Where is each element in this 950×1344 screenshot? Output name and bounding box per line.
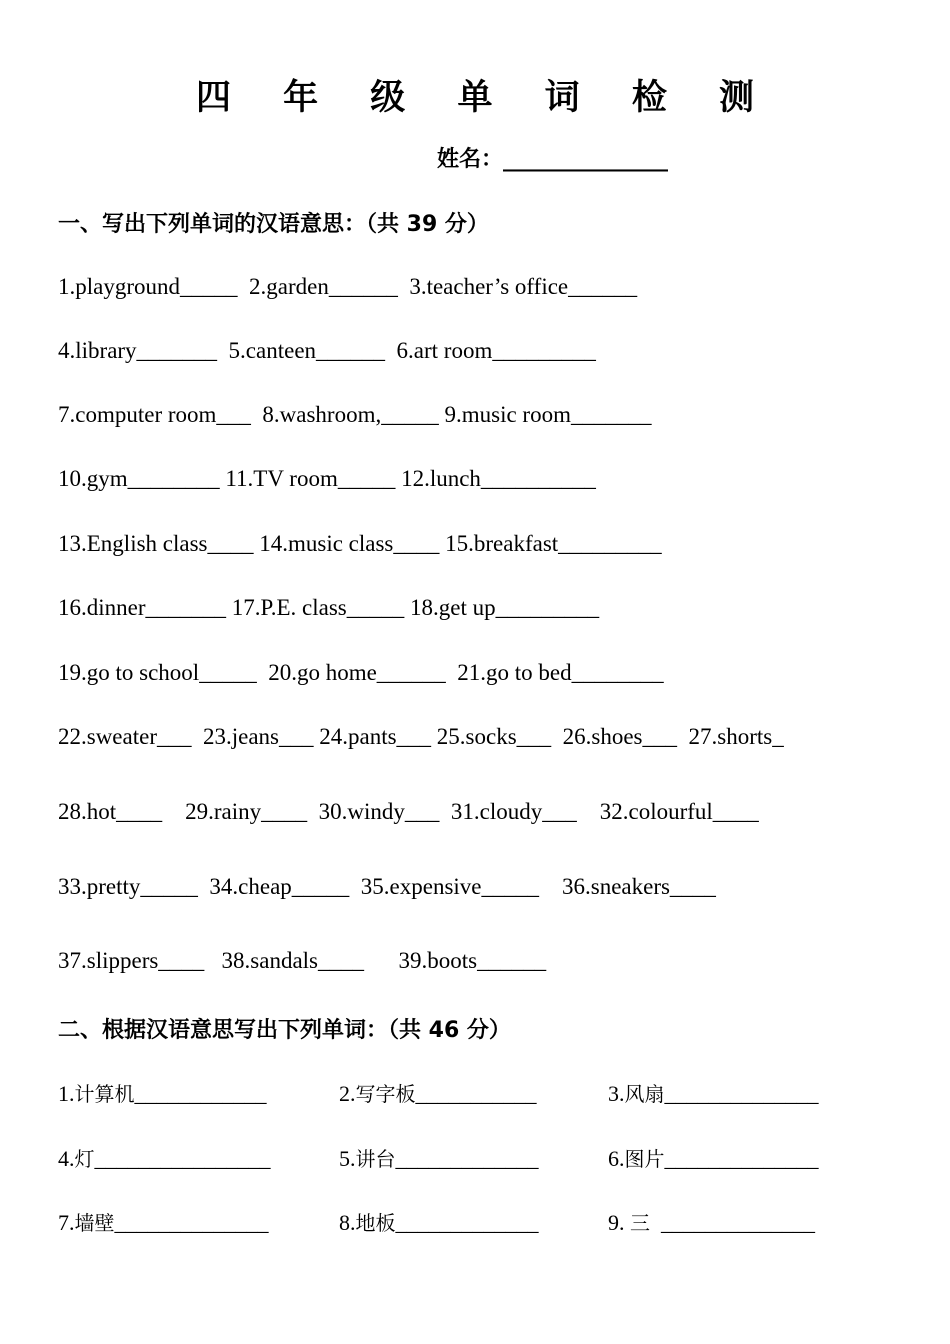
section2-item [58,1078,267,1107]
section1-line-4: 10.gym________ 11.TV room_____ 12.lunch__________ [58,466,596,491]
name-field-label: 姓名：_______________ [437,147,669,172]
item-chinese: 灯 [74,1147,95,1171]
section2-item [608,1143,819,1172]
item-chinese: 三 [630,1211,650,1235]
item-chinese: 墙壁 [74,1211,115,1235]
item-number: 6. [608,1146,625,1171]
section2-item [339,1207,539,1236]
item-blank: ______________ [114,1210,269,1235]
section1-line-6: 16.dinner_______ 17.P.E. class_____ 18.get up_________ [58,595,600,620]
item-blank: ______________ [664,1146,819,1171]
section1-line-7: 19.go to school_____ 20.go home______ 21.go to bed________ [58,660,664,685]
section1-line-1: 1.playground_____ 2.garden______ 3.teacher’s office______ [58,274,638,299]
item-blank: ____________ [134,1081,267,1106]
section2-item [58,1143,271,1172]
item-blank: ______________ [650,1210,815,1235]
item-chinese: 风扇 [624,1082,665,1106]
section2-item [608,1207,815,1236]
item-number: 5. [339,1146,356,1171]
section2-item [339,1143,539,1172]
item-number: 1. [58,1081,75,1106]
section2-heading: 二、根据汉语意思写出下列单词：（共 46 分） [58,1018,511,1043]
section1-line-11: 37.slippers____ 38.sandals____ 39.boots______ [58,948,547,973]
item-blank: _____________ [395,1210,539,1235]
item-number: 4. [58,1146,75,1171]
section2-item [608,1078,819,1107]
page-title: 四 年 级 单 词 检 测 [195,78,775,118]
item-number: 9. [608,1210,630,1235]
section1-line-9: 28.hot____ 29.rainy____ 30.windy___ 31.cloudy___ 32.colourful____ [58,799,759,824]
item-blank: _____________ [395,1146,539,1171]
section1-line-2: 4.library_______ 5.canteen______ 6.art room_________ [58,338,596,363]
item-chinese: 写字板 [355,1082,416,1106]
section2-item [339,1078,537,1107]
item-chinese: 讲台 [355,1147,396,1171]
item-chinese: 图片 [624,1147,665,1171]
item-number: 2. [339,1081,356,1106]
item-number: 7. [58,1210,75,1235]
section1-line-3: 7.computer room___ 8.washroom,_____ 9.music room_______ [58,402,652,427]
section1-heading: 一、写出下列单词的汉语意思：（共 39 分） [58,212,489,237]
item-number: 3. [608,1081,625,1106]
section1-line-8: 22.sweater___ 23.jeans___ 24.pants___ 25.socks___ 26.shoes___ 27.shorts_ [58,724,784,749]
section1-line-10: 33.pretty_____ 34.cheap_____ 35.expensive_____ 36.sneakers____ [58,874,716,899]
item-chinese: 地板 [355,1211,396,1235]
item-blank: ______________ [664,1081,819,1106]
section1-line-5: 13.English class____ 14.music class____ 15.breakfast_________ [58,531,662,556]
section2-item [58,1207,269,1236]
item-chinese: 计算机 [74,1082,135,1106]
item-blank: ________________ [94,1146,271,1171]
item-number: 8. [339,1210,356,1235]
item-blank: ___________ [415,1081,537,1106]
